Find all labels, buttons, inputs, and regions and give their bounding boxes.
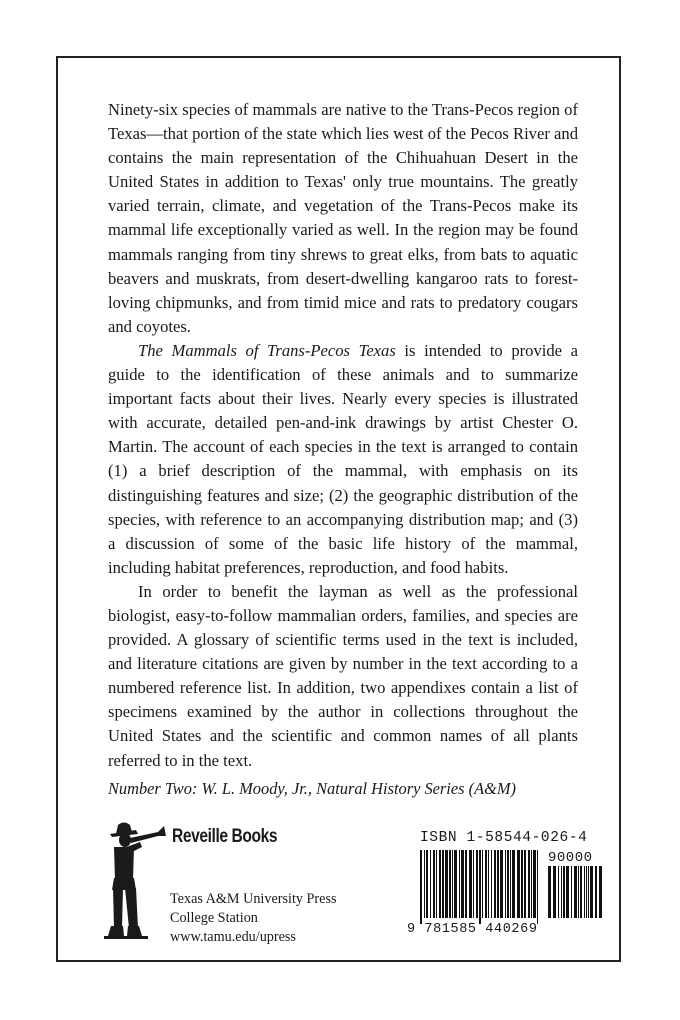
paragraph-1: Ninety-six species of mammals are native to the Trans-Pecos region of Texas—that portion of the state which lies west of the Pecos River and contains the main representation of the Chihuahuan Desert in the United States in addition to Texas' only true mountains. The greatly varied terrain, climate, and vegetation of the Trans-Pecos make its mammal life exceptionally varied as well. In the region may be found mammals ranging from tiny shrews to great elks, from bats to aquatic beavers and muskrats, from desert-dwelling kangaroo rats to forest-loving chipmunks, and from timid mice and rats to predatory cougars and coyotes. bbox=[108, 100, 578, 336]
paragraph-2 bbox=[108, 339, 578, 580]
publisher-url: www.tamu.edu/upress bbox=[170, 929, 296, 945]
ean-barcode bbox=[420, 850, 538, 924]
series-note: Number Two: W. L. Moody, Jr., Natural History Series (A&M) bbox=[108, 779, 516, 798]
publisher-name: Texas A&M University Press bbox=[170, 891, 337, 907]
bugler-silhouette-icon bbox=[100, 820, 172, 942]
cover-description bbox=[108, 98, 578, 773]
paragraph-3: In order to benefit the layman as well as the professional biologist, easy-to-follow mammalian orders, families, and species are provided. A glossary of scientific terms used in the text is included, and literature citations are given by number in the text according to a numbered reference list. In addition, two appendixes contain a list of specimens examined by the author in collections throughout the United States and the scientific and common names of all plants referred to in the text. bbox=[108, 581, 578, 770]
book-title: The Mammals of Trans-Pecos Texas bbox=[138, 340, 396, 360]
paragraph-2-text: is intended to provide a guide to the identification of these animals and to summarize important facts about their lives. Nearly every species is illustrated with accurate, detailed pen-and-ink drawings by artist Chester O. Martin. The account of each species in the text is arranged to contain (1) a brief description of the mammal, with emphasis on its distinguishing features and size; (2) the geographic distribution of the species, with reference to an accompanying distribution map; and (3) a discussion of some of the basic life history of the mammal, including habitat preferences, reproduction, and food habits. bbox=[108, 340, 578, 577]
publisher-city: College Station bbox=[170, 910, 258, 926]
imprint-name: Reveille Books bbox=[172, 826, 278, 847]
ean-digits: 9 781585 440269 bbox=[407, 922, 538, 937]
isbn-label: ISBN 1-58544-026-4 bbox=[420, 830, 588, 846]
price-code: 90000 bbox=[548, 850, 593, 866]
price-barcode bbox=[548, 866, 602, 924]
publisher-block bbox=[170, 890, 337, 947]
